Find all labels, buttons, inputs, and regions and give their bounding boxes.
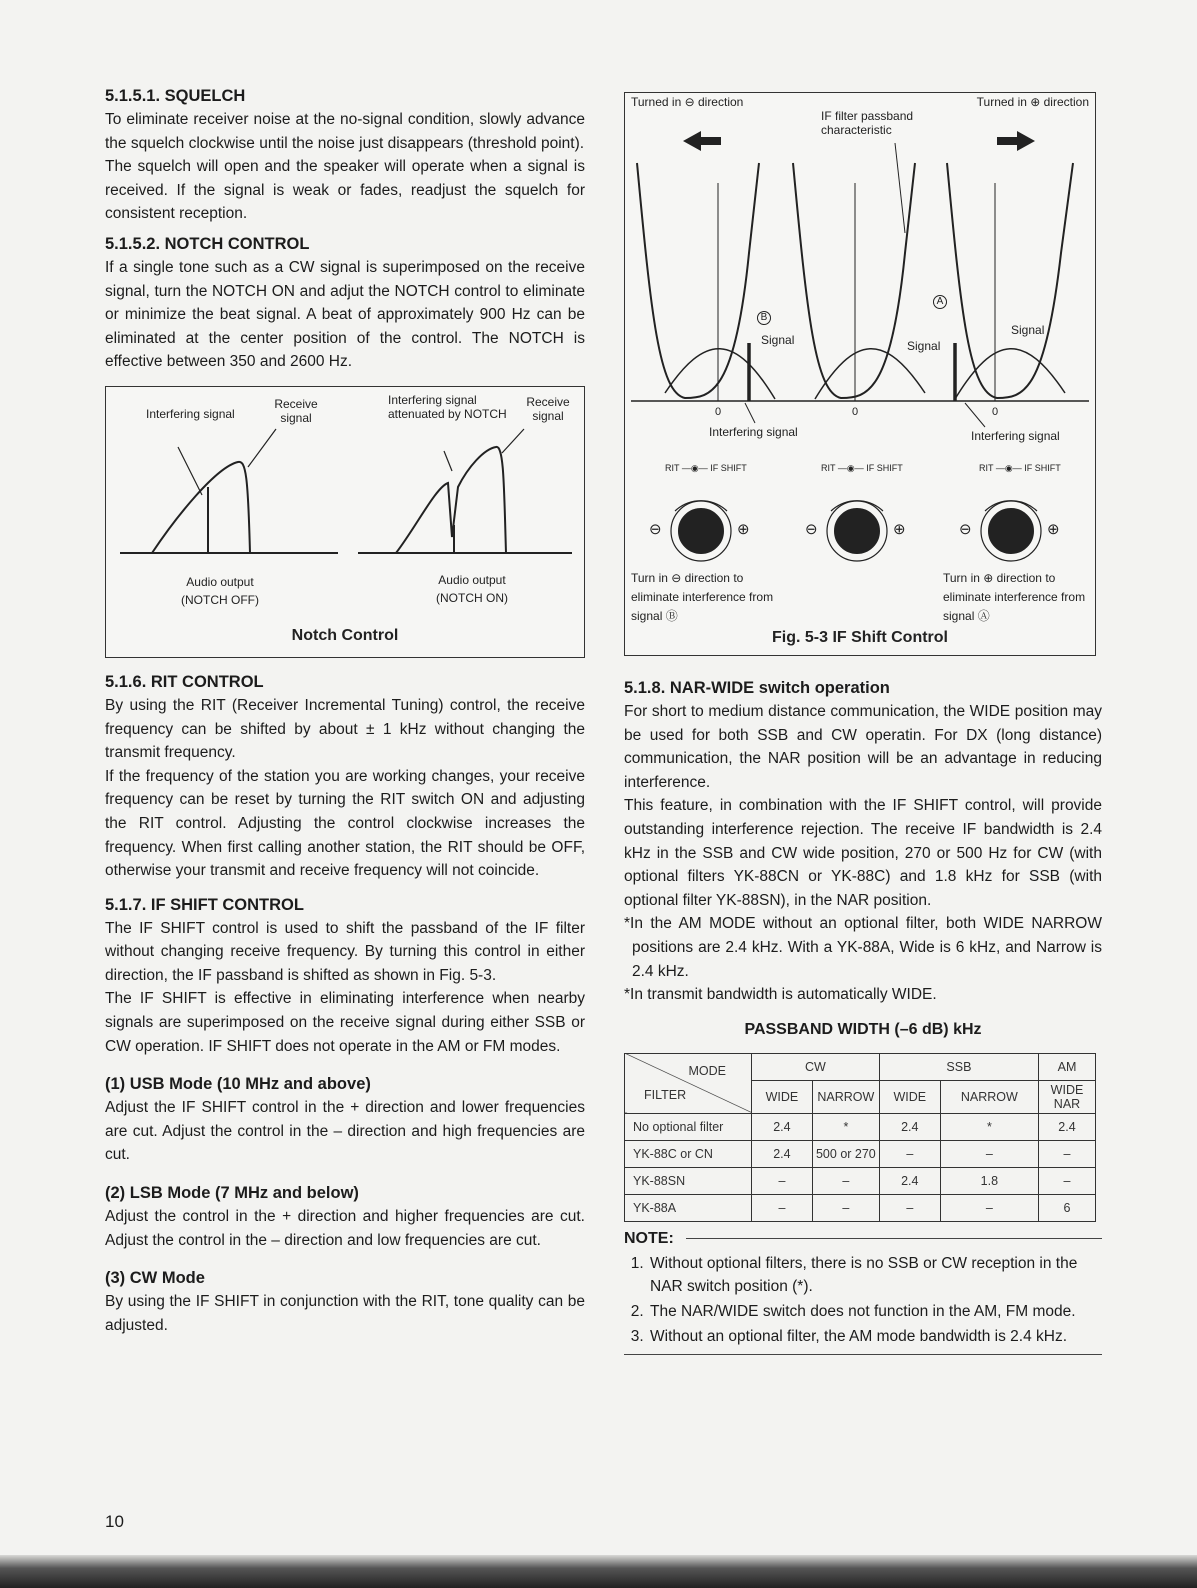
note-heading-row xyxy=(624,1230,1102,1248)
notch-figure xyxy=(105,386,585,658)
rit-heading: 5.1.6. RIT CONTROL xyxy=(105,672,264,691)
turn-plus-note: Turn in ⊕ direction to eliminate interference from signal Ⓐ xyxy=(943,571,1086,623)
zero-label-3: 0 xyxy=(992,406,999,418)
on-passband-curve xyxy=(396,447,506,553)
ifshift-paragraph-2: The IF SHIFT is effective in eliminating interference when nearby signals are superimposed on the receive signal during either SSB or CW operation. IF SHIFT does not operate in the AM or FM modes. xyxy=(105,990,585,1055)
am-widenar-header: WIDE NAR xyxy=(1039,1080,1096,1113)
filter-header: FILTER xyxy=(644,1088,687,1103)
table-cell: – xyxy=(812,1167,879,1194)
signal-b-label: Signal xyxy=(761,333,795,347)
passband-table xyxy=(624,1053,1096,1222)
notch-off-receive-label: Receive signal xyxy=(274,396,318,425)
table-cell: 2.4 xyxy=(752,1113,813,1140)
off-passband-curve xyxy=(152,462,250,553)
rit-paragraph-2: If the frequency of the station you are working changes, your receive frequency can be reset by turning the RIT switch ON and adjusting the RIT control. Adjusting the control clockwise increases the frequency. When first calling another station, the RIT should be OFF, otherwise your transmit and receive frequency will not coincide. xyxy=(105,767,585,880)
zero-label-2: 0 xyxy=(852,406,859,418)
signal-center-label: Signal xyxy=(907,339,941,353)
usb-paragraph: Adjust the IF SHIFT control in the + direction and lower frequencies are cut. Adjust the control in the – direction and high frequencies are cut. xyxy=(105,1099,585,1164)
left-column xyxy=(105,84,585,1337)
knob-minus xyxy=(671,501,731,561)
ssb-narrow-header: NARROW xyxy=(940,1080,1038,1113)
note-heading: NOTE: xyxy=(624,1229,674,1247)
squelch-paragraph-2: The squelch will open and the speaker will operate when a signal is received. If the signal is weak or fades, readjust the squelch for consistent reception. xyxy=(105,158,585,223)
knob1-minus: ⊖ xyxy=(649,521,662,538)
narwide-star-note-1: *In the AM MODE without an optional filter, both WIDE NARROW positions are 2.4 kHz. With a YK-88A, Wide is 6 kHz, and Narrow is 2.4 kHz. xyxy=(624,915,1102,980)
ifshift-heading: 5.1.7. IF SHIFT CONTROL xyxy=(105,895,304,914)
rit-label-2: RIT —◉— IF SHIFT xyxy=(821,463,903,473)
if-shift-figure xyxy=(624,92,1096,656)
table-row-name: YK-88C or CN xyxy=(625,1140,752,1167)
table-cell: * xyxy=(940,1113,1038,1140)
right-arrow xyxy=(997,131,1035,151)
table-cell: – xyxy=(752,1167,813,1194)
knob3-minus: ⊖ xyxy=(959,521,972,538)
list-item: 2. The NAR/WIDE switch does not function in the AM, FM mode. xyxy=(648,1300,1102,1324)
ifshift-paragraph-1: The IF SHIFT control is used to shift the passband of the IF filter without changing receive frequency. By turning this control in either direction, the IF passband is shifted as shown in Fig. 5-3. xyxy=(105,919,585,984)
narwide-paragraph-2: This feature, in combination with the IF SHIFT control, will provide outstanding interference rejection. The receive IF bandwidth is 2.4 kHz in the SSB and CW wide position, 270 or 500 Hz for CW (with optional filters YK-88CN or YK-88C) and 1.8 kHz for SSB (with optional filter YK-88SN), in the NAR position. xyxy=(624,797,1102,909)
cw-heading: (3) CW Mode xyxy=(105,1269,205,1288)
table-cell: – xyxy=(752,1194,813,1221)
table-cell: – xyxy=(1039,1140,1096,1167)
knob1-plus: ⊕ xyxy=(737,521,750,538)
notch-figure-caption: Notch Control xyxy=(291,626,399,644)
narwide-paragraph-1: For short to medium distance communication, the WIDE position may be used for both SSB and CW operatin. For DX (long distance) communication, the NAR position will be an advantage in reducing interference. xyxy=(624,703,1102,791)
squelch-paragraph-1: To eliminate receiver noise at the no-signal condition, slowly advance the squelch clockwise until the noise just disappears (threshold point). xyxy=(105,111,585,152)
knob2-minus: ⊖ xyxy=(805,521,818,538)
table-cell: 2.4 xyxy=(752,1140,813,1167)
table-cell: – xyxy=(879,1140,940,1167)
knob-center xyxy=(827,501,887,561)
passband-center xyxy=(793,163,915,398)
mark-b: B xyxy=(757,311,771,325)
mark-a: A xyxy=(933,295,947,309)
notch-diagram xyxy=(106,387,584,657)
turned-minus-label: Turned in ⊖ direction xyxy=(631,95,744,109)
table-cell: 2.4 xyxy=(879,1113,940,1140)
notch-off-caption: Audio output (NOTCH OFF) xyxy=(181,574,259,607)
narwide-heading: 5.1.8. NAR-WIDE switch operation xyxy=(624,679,890,697)
interfering-label-1: Interfering signal xyxy=(709,425,798,439)
list-item: 1. Without optional filters, there is no SSB or CW reception in the NAR switch position (*). xyxy=(648,1252,1102,1299)
ssb-wide-header: WIDE xyxy=(879,1080,940,1113)
scan-bottom-edge xyxy=(0,1555,1197,1588)
table-row xyxy=(625,1113,1096,1140)
signal-a-label: Signal xyxy=(1011,323,1045,337)
table-row-name: No optional filter xyxy=(625,1113,752,1140)
table-cell: – xyxy=(812,1194,879,1221)
table-cell: 1.8 xyxy=(940,1167,1038,1194)
lsb-paragraph: Adjust the control in the + direction and higher frequencies are cut. Adjust the control in the – direction and low frequencies are cut. xyxy=(105,1208,585,1249)
table-row-name: YK-88A xyxy=(625,1194,752,1221)
note-end-rule xyxy=(624,1354,1102,1355)
table-cell: – xyxy=(940,1194,1038,1221)
table-cell: 2.4 xyxy=(879,1167,940,1194)
notch-off-interfering-label: Interfering signal xyxy=(146,406,235,421)
turned-plus-label: Turned in ⊕ direction xyxy=(976,95,1089,109)
table-row xyxy=(625,1194,1096,1221)
squelch-heading: 5.1.5.1. SQUELCH xyxy=(105,87,246,105)
am-header: AM xyxy=(1039,1053,1096,1080)
notch-heading: 5.1.5.2. NOTCH CONTROL xyxy=(105,234,310,253)
note-rule xyxy=(686,1238,1102,1239)
cw-paragraph: By using the IF SHIFT in conjunction with the RIT, tone quality can be adjusted. xyxy=(105,1293,585,1334)
knob2-plus: ⊕ xyxy=(893,521,906,538)
table-cell: * xyxy=(812,1113,879,1140)
rit-label-1: RIT —◉— IF SHIFT xyxy=(665,463,747,473)
zero-label-1: 0 xyxy=(715,406,722,418)
passband-plus xyxy=(947,163,1073,398)
knob-plus xyxy=(981,501,1041,561)
notch-paragraph: If a single tone such as a CW signal is superimposed on the receive signal, turn the NOTCH ON and adjut the NOTCH control to eliminate or minimize the beat signal. A beat of approximately 900 Hz can be eliminated at the center position of the control. The NOTCH is effective between 350 and 2600 Hz. xyxy=(105,258,585,371)
mode-header: MODE xyxy=(688,1064,726,1079)
table-cell: – xyxy=(940,1140,1038,1167)
lsb-heading: (2) LSB Mode (7 MHz and below) xyxy=(105,1184,359,1203)
table-row xyxy=(625,1167,1096,1194)
right-column xyxy=(624,92,1102,1355)
table-row-name: YK-88SN xyxy=(625,1167,752,1194)
note-list xyxy=(624,1252,1102,1348)
rit-label-3: RIT —◉— IF SHIFT xyxy=(979,463,1061,473)
table-cell: 2.4 xyxy=(1039,1113,1096,1140)
cw-wide-header: WIDE xyxy=(752,1080,813,1113)
interfering-label-2: Interfering signal xyxy=(971,429,1060,443)
cw-header: CW xyxy=(752,1053,880,1080)
table-cell: 6 xyxy=(1039,1194,1096,1221)
notch-on-interfering-label: Interfering signal attenuated by NOTCH xyxy=(388,392,507,421)
notch-on-receive-label: Receive signal xyxy=(526,394,570,423)
left-arrow xyxy=(683,131,721,151)
passband-minus xyxy=(637,163,759,398)
list-item: 3. Without an optional filter, the AM mode bandwidth is 2.4 kHz. xyxy=(648,1325,1102,1349)
page-number: 10 xyxy=(105,1512,124,1531)
narwide-star-note-2: *In transmit bandwidth is automatically WIDE. xyxy=(624,986,937,1004)
signal-b xyxy=(665,349,775,399)
rit-paragraph-1: By using the RIT (Receiver Incremental Tuning) control, the receive frequency can be shifted by about ± 1 kHz without changing the transmit frequency. xyxy=(105,696,585,762)
passband-table-caption: PASSBAND WIDTH (–6 dB) kHz xyxy=(744,1020,982,1038)
if-filter-label: IF filter passband characteristic xyxy=(821,109,914,137)
knob3-plus: ⊕ xyxy=(1047,521,1060,538)
cw-narrow-header: NARROW xyxy=(812,1080,879,1113)
turn-minus-note: Turn in ⊖ direction to eliminate interference from signal Ⓑ xyxy=(631,571,774,623)
table-cell: – xyxy=(879,1194,940,1221)
table-row xyxy=(625,1140,1096,1167)
notch-on-caption: Audio output (NOTCH ON) xyxy=(436,572,508,605)
table-cell: – xyxy=(1039,1167,1096,1194)
fig53-caption: Fig. 5-3 IF Shift Control xyxy=(772,629,948,646)
mode-filter-header xyxy=(625,1053,752,1113)
ssb-header: SSB xyxy=(879,1053,1038,1080)
table-cell: 500 or 270 xyxy=(812,1140,879,1167)
usb-heading: (1) USB Mode (10 MHz and above) xyxy=(105,1075,371,1094)
